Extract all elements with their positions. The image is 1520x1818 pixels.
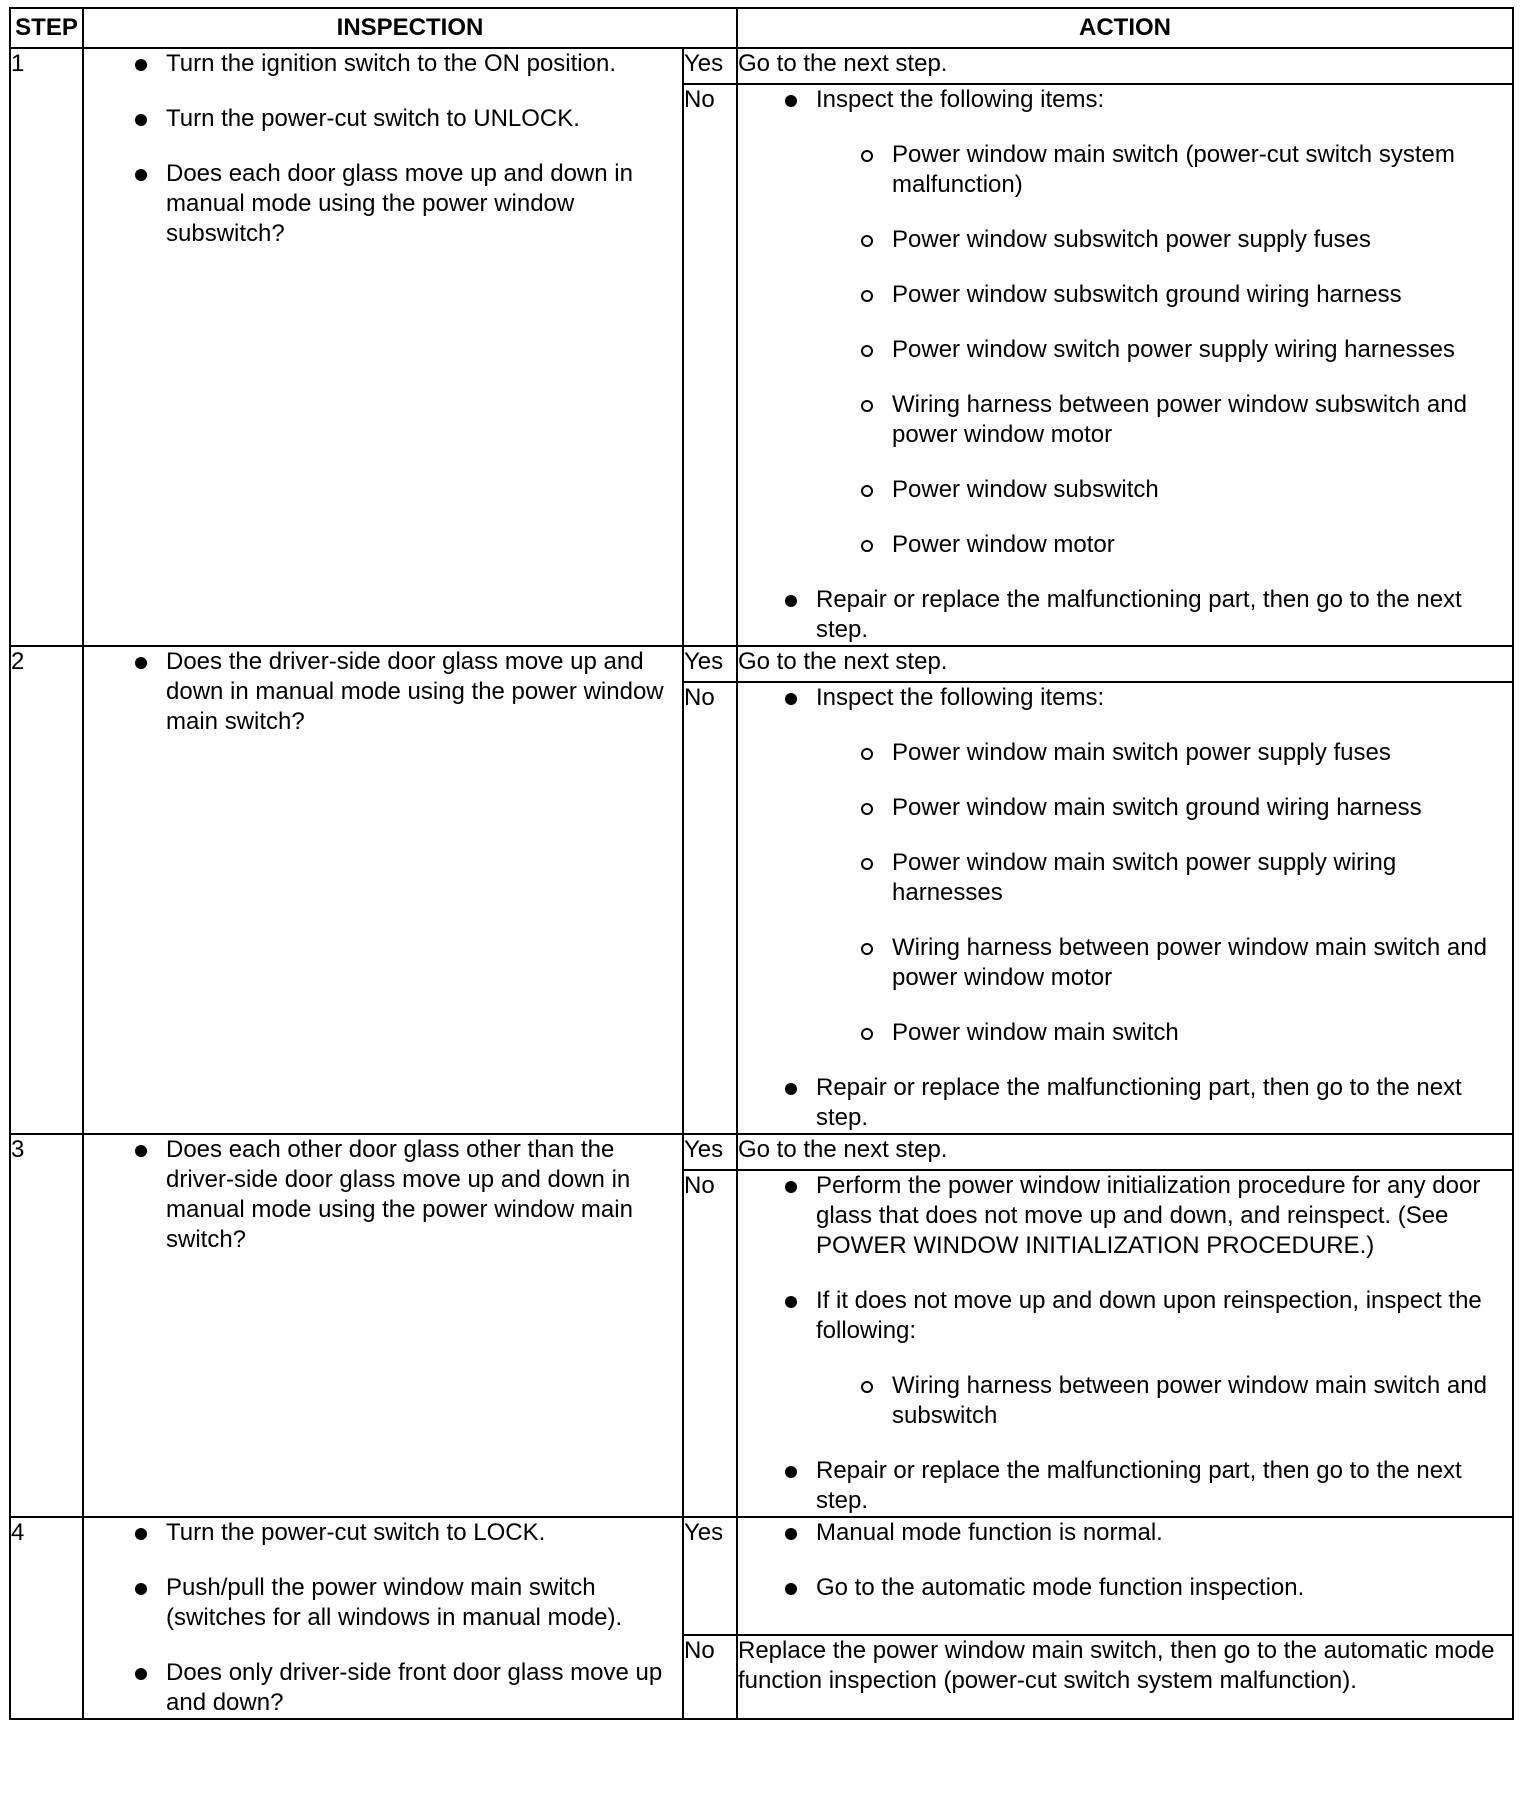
sub-item: Wiring harness between power window subswitch and power window motor [892, 390, 1512, 450]
sub-item: Power window main switch ground wiring harness [892, 793, 1512, 823]
inspection-item: Turn the ignition switch to the ON position. [166, 49, 682, 79]
inspection-item: Turn the power-cut switch to UNLOCK. [166, 104, 682, 134]
inspection-item: Turn the power-cut switch to LOCK. [166, 1518, 682, 1548]
inspection-item: Does only driver-side front door glass move up and down? [166, 1658, 682, 1718]
sub-item: Wiring harness between power window main switch and power window motor [892, 933, 1512, 993]
action-item-text: If it does not move up and down upon reinspection, inspect the following: [816, 1287, 1482, 1344]
no-label: No [683, 682, 737, 1134]
sub-item: Power window subswitch power supply fuses [892, 225, 1512, 255]
sub-item: Power window main switch (power-cut switch system malfunction) [892, 140, 1512, 200]
inspection-list [84, 1135, 682, 1255]
inspection-list [84, 1518, 682, 1718]
step-number: 4 [10, 1517, 83, 1719]
inspection-cell [83, 646, 683, 1134]
action-item: Perform the power window initialization procedure for any door glass that does not move up and down, and reinspect. (See POWER WINDOW INITIALIZATION PROCEDURE.) [816, 1171, 1512, 1261]
action-item: Repair or replace the malfunctioning part, then go to the next step. [816, 1456, 1512, 1516]
yes-label: Yes [683, 1134, 737, 1170]
sub-item: Power window motor [892, 530, 1512, 560]
header-inspection: INSPECTION [83, 8, 737, 48]
inspection-item: Does the driver-side door glass move up and down in manual mode using the power window main switch? [166, 647, 682, 737]
sub-list [816, 738, 1512, 1048]
action-item: Go to the automatic mode function inspection. [816, 1573, 1512, 1603]
yes-label: Yes [683, 646, 737, 682]
inspection-list [84, 49, 682, 249]
action-item [816, 1286, 1512, 1431]
step-number: 1 [10, 48, 83, 646]
action-item-text: Inspect the following items: [816, 684, 1105, 711]
sub-list [816, 1371, 1512, 1431]
action-list [738, 1171, 1512, 1516]
inspection-cell [83, 1134, 683, 1517]
yes-label: Yes [683, 48, 737, 84]
sub-item: Power window subswitch ground wiring harness [892, 280, 1512, 310]
no-label: No [683, 84, 737, 646]
step-number: 3 [10, 1134, 83, 1517]
no-action: Replace the power window main switch, then go to the automatic mode function inspection (power-cut switch system malfunction). [737, 1635, 1513, 1719]
step-row-yes [10, 1517, 1513, 1635]
action-item: Repair or replace the malfunctioning part, then go to the next step. [816, 585, 1512, 645]
inspection-list [84, 647, 682, 737]
yes-action-cell [737, 1517, 1513, 1635]
action-item [816, 683, 1512, 1048]
step-row-yes [10, 646, 1513, 682]
action-list [738, 683, 1512, 1133]
sub-item: Wiring harness between power window main switch and subswitch [892, 1371, 1512, 1431]
step-number: 2 [10, 646, 83, 1134]
header-action: ACTION [737, 8, 1513, 48]
action-list [738, 1518, 1512, 1603]
sub-item: Power window main switch [892, 1018, 1512, 1048]
inspection-item: Does each door glass move up and down in manual mode using the power window subswitch? [166, 159, 682, 249]
action-item: Repair or replace the malfunctioning part, then go to the next step. [816, 1073, 1512, 1133]
action-item [816, 85, 1512, 560]
inspection-cell [83, 1517, 683, 1719]
sub-item: Power window switch power supply wiring harnesses [892, 335, 1512, 365]
action-list [738, 85, 1512, 645]
yes-label: Yes [683, 1517, 737, 1635]
sub-item: Power window main switch power supply fuses [892, 738, 1512, 768]
sub-list [816, 140, 1512, 560]
no-action-cell [737, 1170, 1513, 1517]
header-step: STEP [10, 8, 83, 48]
sub-item: Power window subswitch [892, 475, 1512, 505]
yes-action: Go to the next step. [737, 48, 1513, 84]
yes-action: Go to the next step. [737, 646, 1513, 682]
step-row-yes [10, 1134, 1513, 1170]
diagnostic-table [9, 7, 1514, 1720]
yes-action: Go to the next step. [737, 1134, 1513, 1170]
action-item: Manual mode function is normal. [816, 1518, 1512, 1548]
step-row-yes [10, 48, 1513, 84]
no-action-cell [737, 84, 1513, 646]
no-label: No [683, 1635, 737, 1719]
inspection-item: Push/pull the power window main switch (switches for all windows in manual mode). [166, 1573, 682, 1633]
sub-item: Power window main switch power supply wiring harnesses [892, 848, 1512, 908]
no-label: No [683, 1170, 737, 1517]
header-row [10, 8, 1513, 48]
inspection-item: Does each other door glass other than the driver-side door glass move up and down in manual mode using the power window main switch? [166, 1135, 682, 1255]
inspection-cell [83, 48, 683, 646]
action-item-text: Inspect the following items: [816, 86, 1105, 113]
no-action-cell [737, 682, 1513, 1134]
